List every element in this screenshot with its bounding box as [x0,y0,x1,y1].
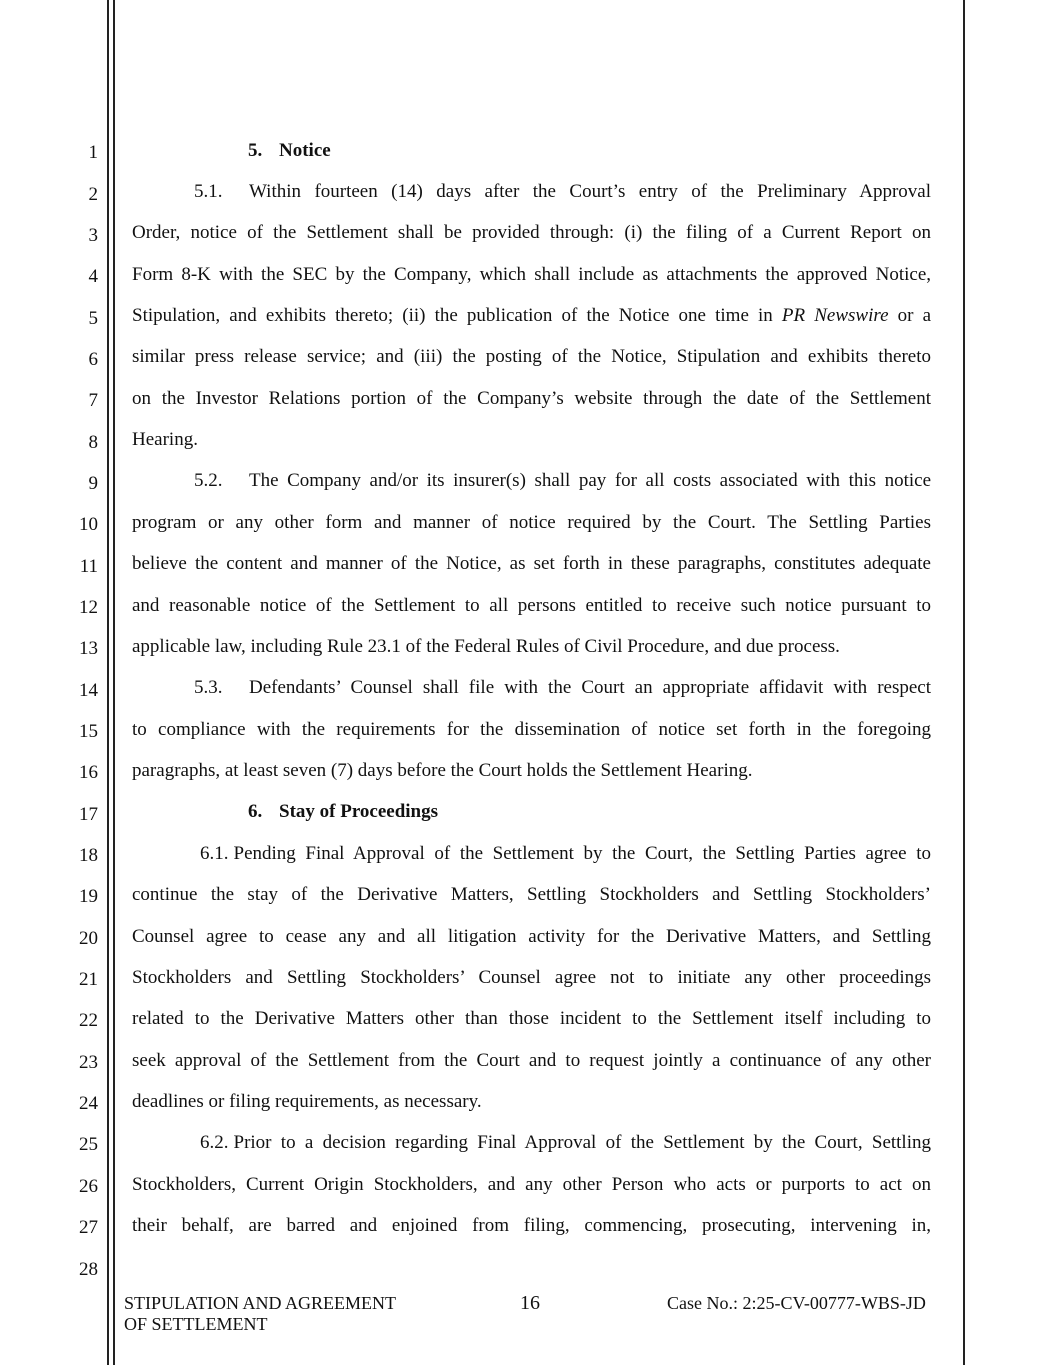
line-number: 11 [79,556,98,577]
text-run: Prior to a decision regarding Final Approval of the Settlement by the Court, Settling [233,1132,931,1153]
text-line: applicable law, including Rule 23.1 of the Federal Rules of Civil Procedure, and due process. [132,636,840,657]
line-number: 15 [79,721,98,742]
line-number: 24 [79,1093,98,1114]
text-run: or a [897,305,932,326]
line-number: 2 [88,184,98,205]
left-margin-rule-outer [107,0,109,1365]
line-number: 6 [88,349,98,370]
section-heading-notice [248,140,331,162]
line-number: 1 [88,142,98,163]
right-margin-rule [963,0,965,1365]
text-line: and reasonable notice of the Settlement to all persons entitled to receive such notice pursuant to [132,595,931,616]
page-number: 16 [520,1292,540,1314]
line-number: 20 [79,928,98,949]
footer-title-line: OF SETTLEMENT [124,1314,268,1334]
text-line: continue the stay of the Derivative Matters, Settling Stockholders and Settling Stockholders’ [132,884,931,905]
line-number: 12 [79,597,98,618]
case-number: Case No.: 2:25-CV-00777-WBS-JD [667,1293,926,1313]
text-line: Counsel agree to cease any and all litigation activity for the Derivative Matters, and Settling [132,926,931,947]
text-run: Within fourteen (14) days after the Court’s entry of the Preliminary Approval [249,181,931,202]
text-line: program or any other form and manner of notice required by the Court. The Settling Parties [132,512,931,533]
text-run: Pending Final Approval of the Settlement by the Court, the Settling Parties agree to [233,843,931,864]
line-number: 18 [79,845,98,866]
publication-name: PR Newswire [781,305,889,326]
text-run: The Company and/or its insurer(s) shall pay for all costs associated with this notice [249,470,931,491]
text-line: Order, notice of the Settlement shall be provided through: (i) the filing of a Current Report on [132,222,931,243]
text-line [200,843,931,865]
line-number: 21 [79,969,98,990]
line-number: 13 [79,638,98,659]
line-number: 8 [88,432,98,453]
section-heading-stay-of-proceedings [248,801,438,823]
text-line: on the Investor Relations portion of the Company’s website through the date of the Settlement [132,388,931,409]
paragraph-number: 6.2. [200,1132,229,1153]
text-line: to compliance with the requirements for the dissemination of notice set forth in the foregoing [132,719,931,740]
line-number: 19 [79,886,98,907]
section-number: 5. [248,140,263,161]
line-number: 28 [79,1259,98,1280]
line-number: 4 [88,266,98,287]
text-line: Stockholders, Current Origin Stockholders, and any other Person who acts or purports to act on [132,1174,931,1195]
text-line [194,470,931,492]
text-line: Hearing. [132,429,198,450]
footer-document-title [124,1293,396,1335]
text-line: related to the Derivative Matters other than those incident to the Settlement itself including to [132,1008,931,1029]
line-number: 22 [79,1010,98,1031]
line-number: 5 [88,308,98,329]
line-number: 10 [79,514,98,535]
paragraph-number: 5.3. [194,677,223,698]
line-number: 23 [79,1052,98,1073]
text-line: paragraphs, at least seven (7) days before the Court holds the Settlement Hearing. [132,760,753,781]
text-line: Form 8-K with the SEC by the Company, which shall include as attachments the approved Notice, [132,264,931,285]
paragraph-number: 5.1. [194,181,223,202]
text-line: Stockholders and Settling Stockholders’ Counsel agree not to initiate any other proceedings [132,967,931,988]
section-title: Notice [279,140,331,161]
section-title: Stay of Proceedings [279,801,439,822]
line-number: 26 [79,1176,98,1197]
section-number: 6. [248,801,263,822]
footer-title-line: STIPULATION AND AGREEMENT [124,1293,396,1313]
text-line: seek approval of the Settlement from the Court and to request jointly a continuance of any other [132,1050,931,1071]
line-number: 17 [79,804,98,825]
text-line: deadlines or filing requirements, as necessary. [132,1091,482,1112]
text-line: believe the content and manner of the Notice, as set forth in these paragraphs, constitutes adequate [132,553,931,574]
line-number: 27 [79,1217,98,1238]
text-line: similar press release service; and (iii) the posting of the Notice, Stipulation and exhibits thereto [132,346,931,367]
line-number: 14 [79,680,98,701]
text-line [194,181,931,203]
line-number: 9 [88,473,98,494]
left-margin-rule-inner [113,0,115,1365]
text-line [194,677,931,699]
line-number: 3 [88,225,98,246]
line-number: 7 [88,390,98,411]
text-line [200,1132,931,1154]
text-run: Defendants’ Counsel shall file with the Court an appropriate affidavit with respect [249,677,931,698]
text-line [132,305,931,327]
paragraph-number: 6.1. [200,843,229,864]
text-run: Stipulation, and exhibits thereto; (ii) the publication of the Notice one time in [132,305,773,326]
line-number: 16 [79,762,98,783]
paragraph-number: 5.2. [194,470,223,491]
text-line: their behalf, are barred and enjoined from filing, commencing, prosecuting, intervening in, [132,1215,931,1236]
line-number: 25 [79,1134,98,1155]
